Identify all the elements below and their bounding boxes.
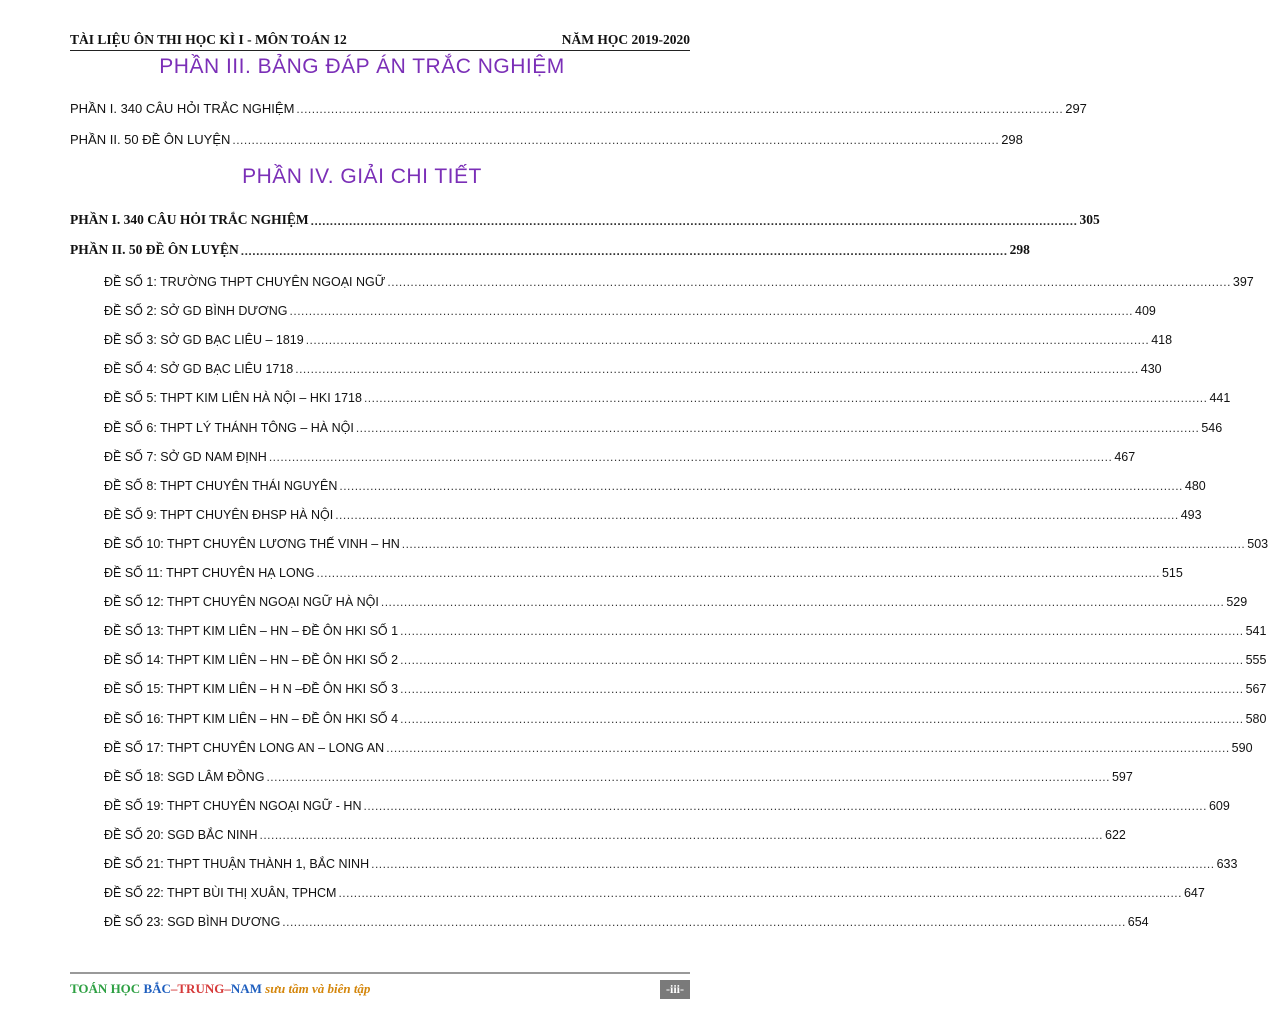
toc-subitem[interactable] <box>104 851 1238 871</box>
toc-subitem[interactable] <box>104 880 1205 901</box>
toc-subitem-label: ĐỀ SỐ 18: SGD LÂM ĐỒNG <box>104 769 265 784</box>
toc-subitem-label: ĐỀ SỐ 7: SỞ GD NAM ĐỊNH <box>104 449 267 464</box>
header-left: TÀI LIỆU ÔN THI HỌC KÌ I - MÔN TOÁN 12 <box>70 32 347 47</box>
toc-subitem-page: 480 <box>1184 478 1206 493</box>
leader-dots: ............................................................................................................................................................................................................................ <box>400 653 1244 668</box>
toc-subitem-page: 409 <box>1135 304 1156 319</box>
toc-subitem[interactable] <box>104 473 1206 493</box>
toc-subitem[interactable] <box>104 560 1183 580</box>
leader-dots: ............................................................................................................................................................................................................................ <box>316 566 1160 580</box>
toc-subitem-label: ĐỀ SỐ 8: THPT CHUYÊN THÁI NGUYÊN <box>104 478 338 493</box>
toc-subitem-page: 597 <box>1111 769 1133 784</box>
toc-subitem[interactable] <box>104 589 1248 610</box>
toc-subitem-page: 397 <box>1232 275 1254 289</box>
toc-entry-label: PHẦN II. 50 ĐỀ ÔN LUYỆN <box>70 242 239 257</box>
toc-subitem-label: ĐỀ SỐ 11: THPT CHUYÊN HẠ LONG <box>104 566 315 580</box>
footer-page-number: -iii- <box>660 980 690 999</box>
toc-subitem-label: ĐỀ SỐ 22: THPT BÙI THỊ XUÂN, TPHCM <box>104 886 337 901</box>
toc-subitem[interactable] <box>104 676 1267 697</box>
toc-subitem-label: ĐỀ SỐ 19: THPT CHUYÊN NGOẠI NGỮ - HN <box>104 798 362 813</box>
toc-subitem[interactable] <box>104 269 1254 289</box>
toc-subitem-page: 503 <box>1247 536 1268 551</box>
footer-brand: TOÁN HỌC BẮC–TRUNG–NAM sưu tầm và biên tập <box>70 981 371 996</box>
toc-subitem-page: 418 <box>1151 333 1173 348</box>
toc-subitem-label: ĐỀ SỐ 12: THPT CHUYÊN NGOẠI NGỮ HÀ NỘI <box>104 595 379 610</box>
toc-subitem-label: ĐỀ SỐ 16: THPT KIM LIÊN – HN – ĐỀ ÔN HKI SỐ 4 <box>104 711 399 726</box>
toc-subitem[interactable] <box>104 415 1223 435</box>
toc-subitem[interactable] <box>104 909 1149 930</box>
toc-subitem-label: ĐỀ SỐ 23: SGD BÌNH DƯƠNG <box>104 915 281 930</box>
leader-dots: ............................................................................................................................................................................................................................ <box>339 478 1183 493</box>
toc-subitem-label: ĐỀ SỐ 14: THPT KIM LIÊN – HN – ĐỀ ÔN HKI SỐ 2 <box>104 653 399 668</box>
toc-subitem[interactable] <box>104 298 1156 319</box>
toc-subitem-page: 609 <box>1208 798 1230 813</box>
toc-entry-page: 297 <box>1065 101 1087 116</box>
toc-subitem-label: ĐỀ SỐ 5: THPT KIM LIÊN HÀ NỘI – HKI 1718 <box>104 391 362 406</box>
page-header <box>70 26 690 51</box>
leader-dots: ............................................................................................................................................................................................................................ <box>371 857 1215 871</box>
leader-dots: ............................................................................................................................................................................................................................ <box>386 740 1230 755</box>
toc-subitem[interactable] <box>104 735 1253 755</box>
toc-entry[interactable] <box>70 238 1030 258</box>
toc-subitem[interactable] <box>104 822 1126 842</box>
toc-subitem-page: 441 <box>1209 391 1231 406</box>
leader-dots: ............................................................................................................................................................................................................................ <box>305 333 1150 348</box>
section-3-title: PHẦN III. BẢNG ĐÁP ÁN TRẮC NGHIỆM <box>159 55 565 78</box>
toc-subitem-label: ĐỀ SỐ 9: THPT CHUYÊN ĐHSP HÀ NỘI <box>104 507 334 522</box>
leader-dots: ............................................................................................................................................................................................................................ <box>355 420 1200 435</box>
toc-entry-page: 298 <box>1001 132 1023 147</box>
toc-entry-label: PHẦN I. 340 CÂU HỎI TRẮC NGHIỆM <box>70 101 295 116</box>
leader-dots: ............................................................................................................................................................................................................................ <box>335 507 1179 522</box>
leader-dots: ............................................................................................................................................................................................................................ <box>363 798 1207 813</box>
toc-subitem[interactable] <box>104 502 1202 522</box>
leader-dots: ........................................................................................................................................................................................................ <box>232 133 1000 147</box>
toc-subitem-label: ĐỀ SỐ 1: TRƯỜNG THPT CHUYÊN NGOẠI NGỮ <box>104 275 386 289</box>
toc-subitem-page: 529 <box>1226 595 1248 610</box>
leader-dots: ............................................................................................................................................................................................................................ <box>268 449 1113 464</box>
toc-entry[interactable] <box>70 208 1100 228</box>
toc-subitem[interactable] <box>104 793 1230 813</box>
toc-subitem[interactable] <box>104 706 1267 726</box>
leader-dots: ............................................................................................................................................................................................................................ <box>387 275 1231 289</box>
toc-subitem-page: 567 <box>1245 682 1267 697</box>
toc-subitem-label: ĐỀ SỐ 4: SỞ GD BẠC LIÊU 1718 <box>104 362 294 377</box>
toc-subitem-page: 622 <box>1105 827 1126 842</box>
leader-dots: ........................................................................................................................................................................................................ <box>240 244 1008 258</box>
toc-entry-page: 305 <box>1079 212 1100 227</box>
toc-subitem-page: 647 <box>1183 886 1205 901</box>
toc-subitem-page: 515 <box>1161 566 1183 580</box>
toc-entry-label: PHẦN I. 340 CÂU HỎI TRẮC NGHIỆM <box>70 212 309 227</box>
toc-subitem-label: ĐỀ SỐ 3: SỞ GD BẠC LIÊU – 1819 <box>104 333 304 348</box>
toc-subitem-label: ĐỀ SỐ 17: THPT CHUYÊN LONG AN – LONG AN <box>104 740 385 755</box>
toc-subitem-page: 590 <box>1231 740 1253 755</box>
toc-subitem[interactable] <box>104 531 1268 551</box>
leader-dots: ............................................................................................................................................................................................................................ <box>401 536 1246 551</box>
leader-dots: ............................................................................................................................................................................................................................ <box>400 624 1244 639</box>
leader-dots: ............................................................................................................................................................................................................................ <box>363 391 1208 406</box>
leader-dots: ............................................................................................................................................................................................................................ <box>266 769 1110 784</box>
toc-subitem[interactable] <box>104 356 1162 377</box>
toc-subitem-page: 555 <box>1245 653 1267 668</box>
toc-subitem-page: 633 <box>1216 857 1238 871</box>
leader-dots: ............................................................................................................................................................................................................................ <box>400 682 1244 697</box>
toc-subitem[interactable] <box>104 647 1267 668</box>
leader-dots: ............................................................................................................................................................................................................................ <box>282 915 1126 930</box>
leader-dots: ............................................................................................................................................................................................................................ <box>259 827 1103 842</box>
toc-entry[interactable] <box>70 127 1023 147</box>
leader-dots: ........................................................................................................................................................................................................ <box>310 214 1078 228</box>
leader-dots: ............................................................................................................................................................................................................................ <box>295 362 1139 377</box>
toc-subitem-label: ĐỀ SỐ 13: THPT KIM LIÊN – HN – ĐỀ ÔN HKI SỐ 1 <box>104 624 399 639</box>
toc-subitem-page: 654 <box>1127 915 1149 930</box>
toc-subitem-label: ĐỀ SỐ 10: THPT CHUYÊN LƯƠNG THẾ VINH – HN <box>104 536 400 551</box>
section-4-title: PHẦN IV. GIẢI CHI TIẾT <box>242 165 482 188</box>
toc-entry-label: PHẦN II. 50 ĐỀ ÔN LUYỆN <box>70 132 231 147</box>
toc-subitem-label: ĐỀ SỐ 6: THPT LÝ THÁNH TÔNG – HÀ NỘI <box>104 420 354 435</box>
toc-subitem[interactable] <box>104 385 1231 406</box>
toc-subitem-page: 430 <box>1140 362 1162 377</box>
leader-dots: ............................................................................................................................................................................................................................ <box>380 595 1225 610</box>
page-footer <box>70 972 690 1004</box>
toc-entry-page: 298 <box>1009 242 1030 257</box>
leader-dots: ........................................................................................................................................................................................................ <box>296 102 1064 116</box>
leader-dots: ............................................................................................................................................................................................................................ <box>289 304 1134 319</box>
toc-subitem-page: 580 <box>1245 711 1267 726</box>
leader-dots: ............................................................................................................................................................................................................................ <box>400 711 1244 726</box>
toc-subitem-page: 467 <box>1114 449 1136 464</box>
toc-subitem-label: ĐỀ SỐ 15: THPT KIM LIÊN – H N –ĐỀ ÔN HKI SỐ 3 <box>104 682 399 697</box>
header-right: NĂM HỌC 2019-2020 <box>561 32 690 47</box>
toc-subitem-label: ĐỀ SỐ 21: THPT THUẬN THÀNH 1, BẮC NINH <box>104 857 370 871</box>
toc-subitem-page: 493 <box>1180 507 1202 522</box>
toc-subitem-page: 546 <box>1201 420 1223 435</box>
toc-subitem-label: ĐỀ SỐ 2: SỞ GD BÌNH DƯƠNG <box>104 304 288 319</box>
toc-subitem[interactable] <box>104 327 1173 348</box>
leader-dots: ............................................................................................................................................................................................................................ <box>338 886 1182 901</box>
toc-entry[interactable] <box>70 96 1087 116</box>
toc-subitem-label: ĐỀ SỐ 20: SGD BẮC NINH <box>104 827 258 842</box>
toc-subitem-page: 541 <box>1245 624 1267 639</box>
toc-subitem[interactable] <box>104 618 1267 639</box>
toc-subitem[interactable] <box>104 444 1136 464</box>
toc-subitem[interactable] <box>104 764 1133 784</box>
